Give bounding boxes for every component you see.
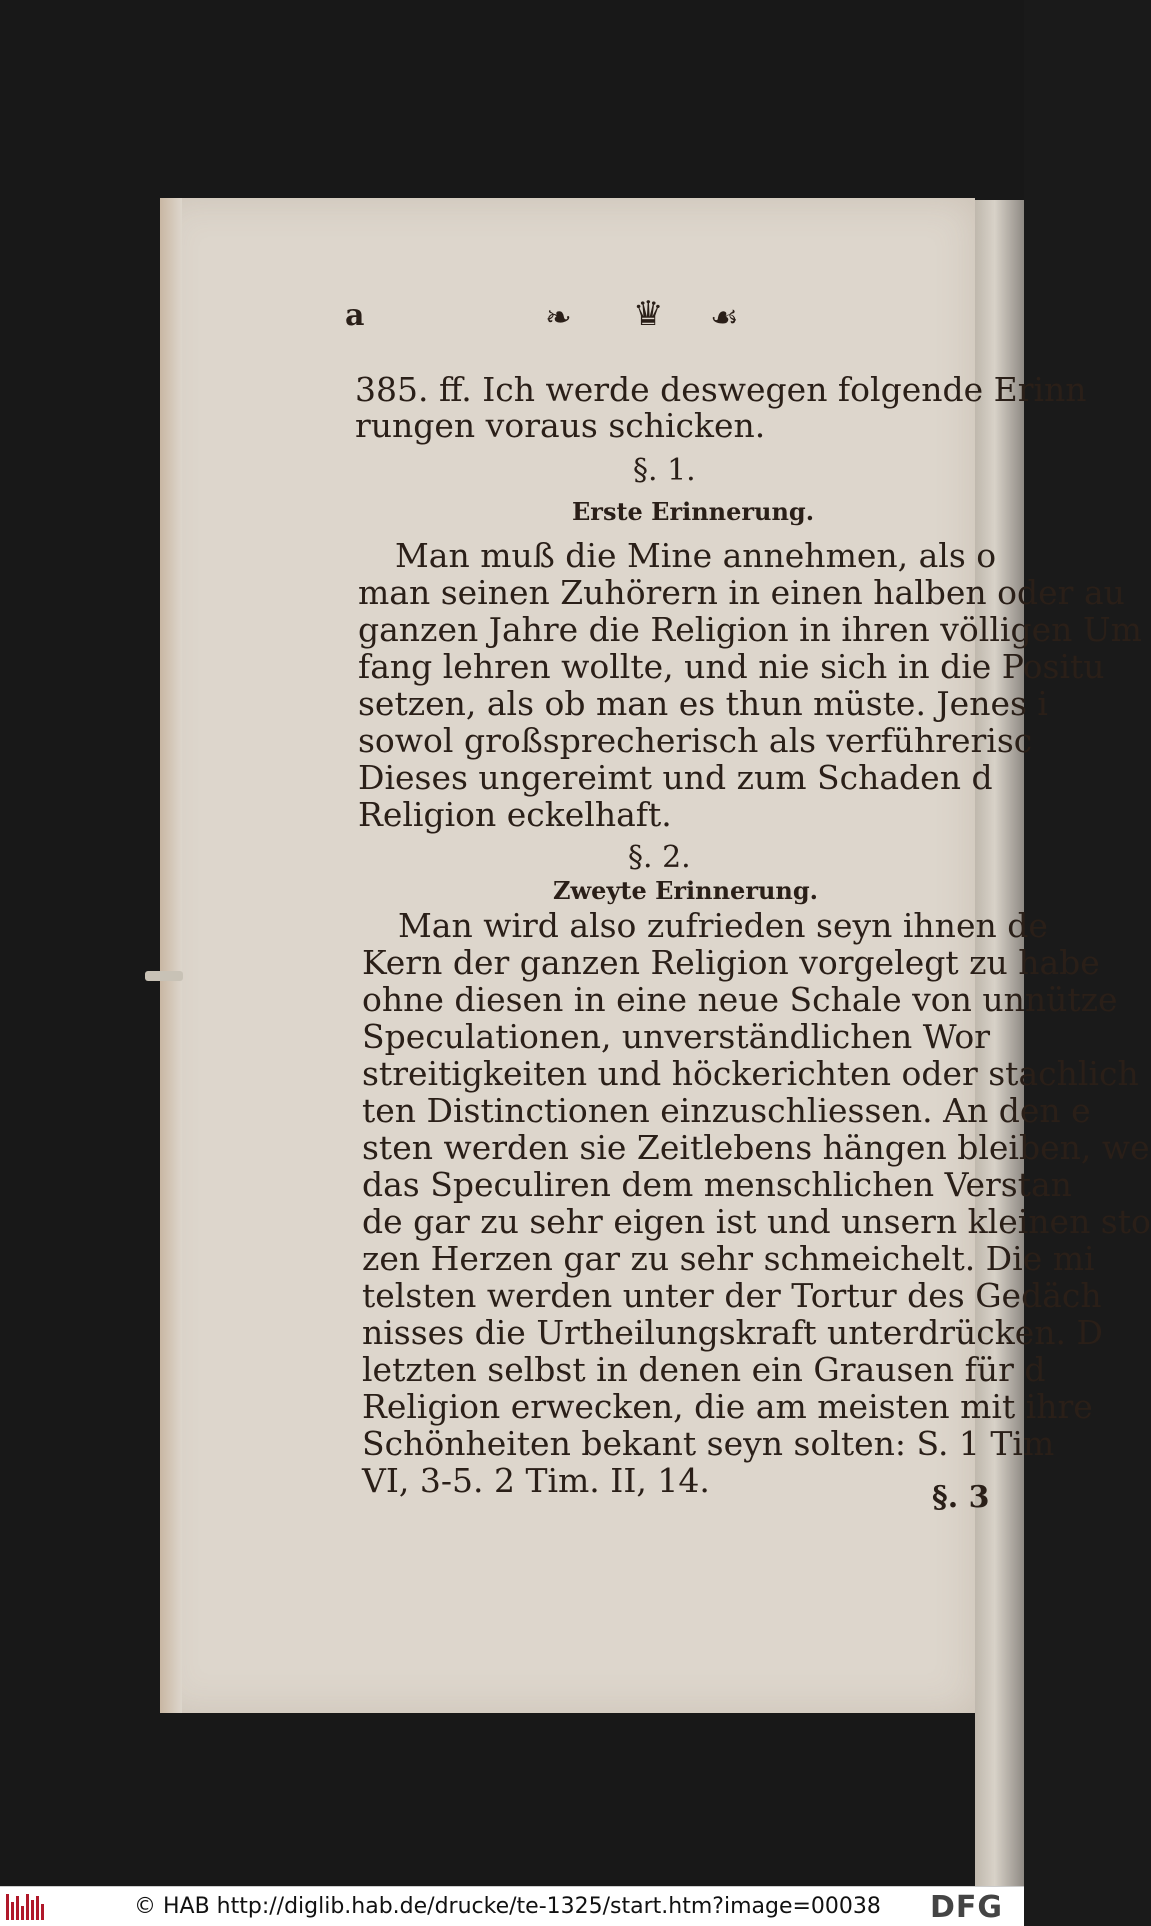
text-line: Dieses ungereimt und zum Schaden d: [358, 758, 993, 797]
text-line: Speculationen, unverständlichen Wor: [362, 1017, 991, 1056]
leaf-ornament-icon: ☙: [710, 298, 741, 336]
text-line: Man muß die Mine annehmen, als o: [395, 536, 997, 575]
text-line: ganzen Jahre die Religion in ihren völligen Um: [358, 610, 1142, 649]
text-line: de gar zu sehr eigen ist und unsern kleinen sto: [362, 1202, 1151, 1241]
text-line: streitigkeiten und höckerichten oder stachlich: [362, 1054, 1139, 1093]
page-header: [345, 294, 785, 338]
text-line: zen Herzen gar zu sehr schmeichelt. Die mi: [362, 1239, 1095, 1278]
text-line: Kern der ganzen Religion vorgelegt zu habe: [362, 943, 1100, 982]
section-title: Erste Erinnerung.: [572, 497, 815, 526]
barcode-logo-icon: [6, 1894, 48, 1920]
leaf-ornament-icon: ❧: [545, 298, 574, 336]
text-line: man seinen Zuhörern in einen halben oder au: [358, 573, 1125, 612]
text-line: VI, 3-5. 2 Tim. II, 14.: [362, 1461, 710, 1500]
signature-mark: a: [345, 298, 365, 333]
page-edge: [160, 198, 182, 1713]
text-line: rungen voraus schicken.: [355, 406, 766, 445]
text-line: ten Distinctionen einzuschliessen. An den e: [362, 1091, 1091, 1130]
text-line: sowol großsprecherisch als verführerisc: [358, 721, 1033, 760]
text-line: Schönheiten bekant seyn solten: S. 1 Tim: [362, 1424, 1055, 1463]
text-line: Man wird also zufrieden seyn ihnen de: [398, 906, 1048, 945]
section-number: §. 1.: [633, 453, 696, 488]
text-line: letzten selbst in denen ein Grausen für d: [362, 1350, 1046, 1389]
text-line: das Speculiren dem menschlichen Verstan: [362, 1165, 1072, 1204]
footer-bar: [0, 1886, 1024, 1926]
text-line: nisses die Urtheilungskraft unterdrücken. D: [362, 1313, 1103, 1352]
text-line: sten werden sie Zeitlebens hängen bleiben, we: [362, 1128, 1150, 1167]
text-line: Religion erwecken, die am meisten mit ihre: [362, 1387, 1093, 1426]
section-title: Zweyte Erinnerung.: [553, 876, 819, 905]
text-line: fang lehren wollte, und nie sich in die Positu: [358, 647, 1105, 686]
text-line: telsten werden unter der Tortur des Gedäch: [362, 1276, 1102, 1315]
text-line: ohne diesen in eine neue Schale von unnütze: [362, 980, 1118, 1019]
text-line: 385. ff. Ich werde deswegen folgende Erinn: [355, 370, 1087, 409]
bookmark-pin: [145, 971, 183, 981]
crown-ornament-icon: ♛: [633, 294, 666, 334]
catchword: §. 3: [932, 1480, 990, 1515]
text-line: setzen, als ob man es thun müste. Jenes i: [358, 684, 1048, 723]
dfg-logo: DFG: [930, 1890, 1004, 1925]
copyright-link[interactable]: © HAB http://diglib.hab.de/drucke/te-1325/start.htm?image=00038: [134, 1894, 881, 1919]
text-line: Religion eckelhaft.: [358, 795, 672, 834]
section-number: §. 2.: [628, 840, 691, 875]
